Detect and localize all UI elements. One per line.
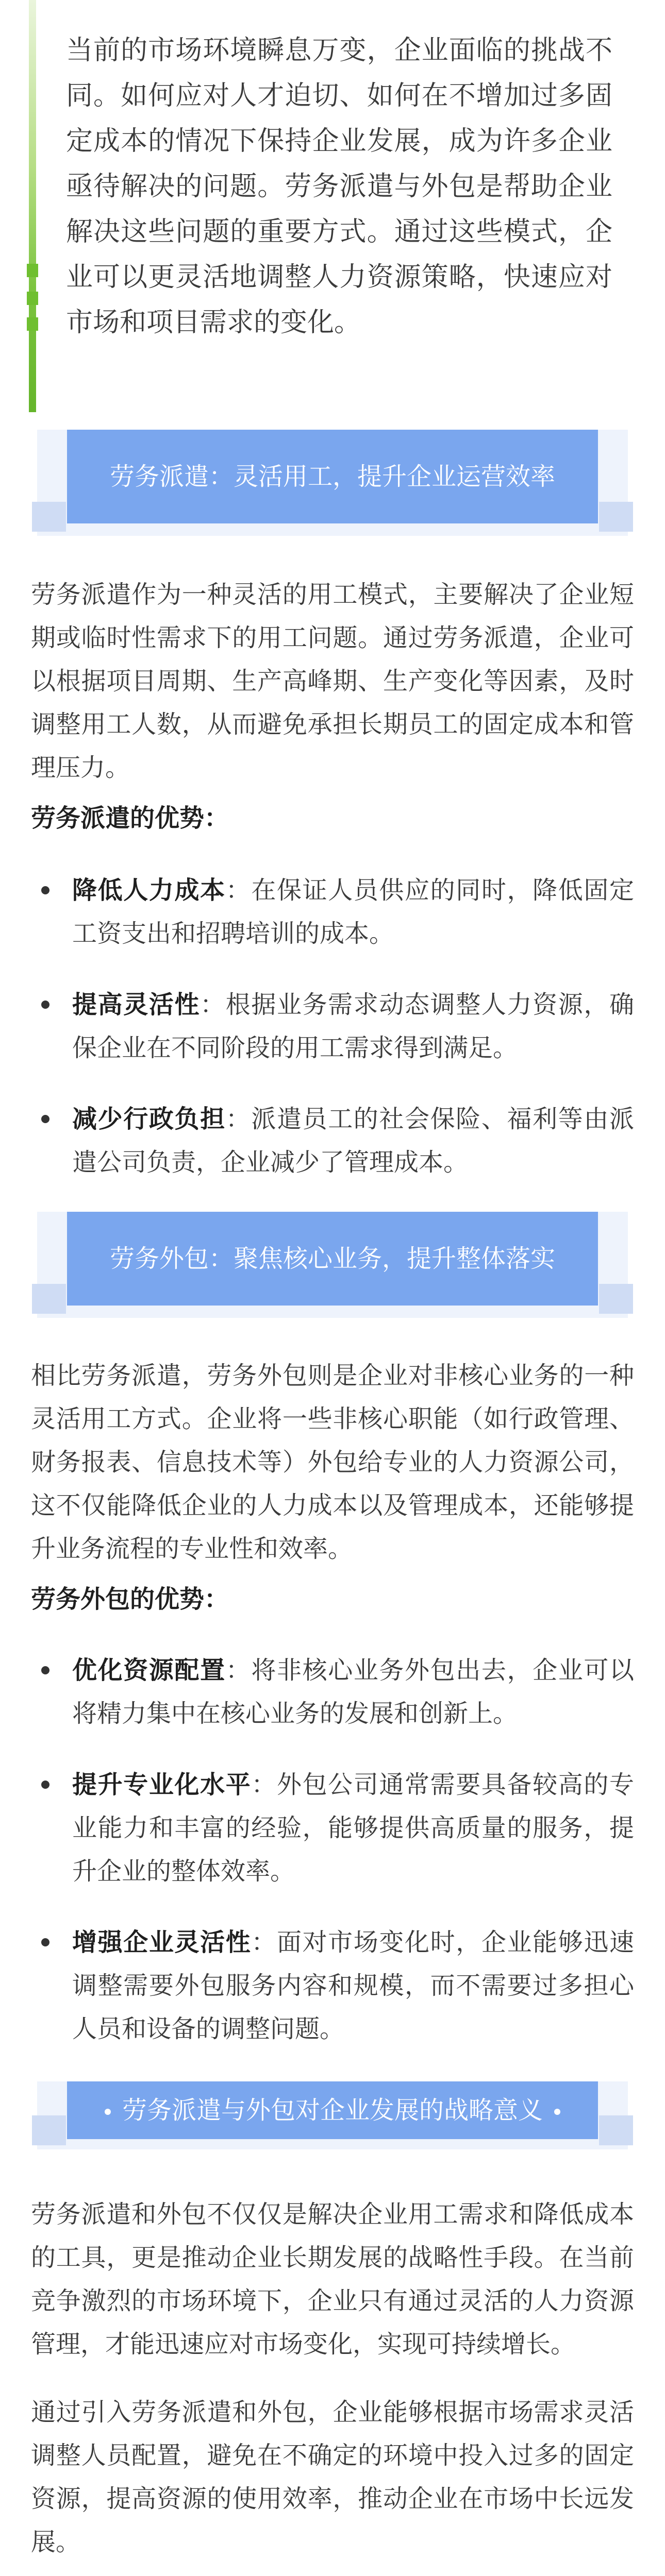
banner-corner-left xyxy=(32,2115,66,2145)
list-item-desc: ：在保证人员供应的同时，降低固定工资支出和招聘培训的成本。 xyxy=(72,876,634,948)
list-item-term: 提高灵活性 xyxy=(72,990,201,1019)
list-item-term: 降低人力成本 xyxy=(72,876,226,905)
list-item-term: 提升专业化水平 xyxy=(72,1770,252,1799)
list-item xyxy=(72,869,634,955)
section-paragraph: 劳务派遣和外包不仅仅是解决企业用工需求和降低成本的工具，更是推动企业长期发展的战略性手段。在当前竞争激烈的市场环境下，企业只有通过灵活的人力资源管理，才能迅速应对市场变化，实现可持续增长。 xyxy=(31,2200,634,2359)
accent-bar-mark xyxy=(27,317,38,331)
section-title xyxy=(93,2090,572,2130)
intro-quote xyxy=(29,0,636,412)
section-title: 劳务外包：聚焦核心业务，提升整体落实 xyxy=(109,1244,555,1273)
list-item-desc: ：面对市场变化时，企业能够迅速调整需要外包服务内容和规模，而不需要过多担心人员和设备的调整问题。 xyxy=(72,1928,634,2043)
list-item xyxy=(72,1097,634,1184)
accent-bar-mark xyxy=(27,264,38,277)
list-item xyxy=(72,983,634,1070)
section-banner-outsourcing xyxy=(37,1212,628,1318)
section-subheading: 劳务外包的优势： xyxy=(31,1585,229,1614)
bullet-dot xyxy=(41,1938,49,1946)
intro-accent-bar xyxy=(29,0,36,412)
banner-corner-right xyxy=(599,502,633,532)
section-paragraph: 相比劳务派遣，劳务外包则是企业对非核心业务的一种灵活用工方式。企业将一些非核心职能（如行政管理、财务报表、信息技术等）外包给专业的人力资源公司，这不仅能降低企业的人力成本以及管理成本，还能够提升业务流程的专业性和效率。 xyxy=(31,1361,634,1563)
list-item xyxy=(72,1921,634,2050)
bullet-dot xyxy=(41,1001,49,1009)
list-item-desc: ：外包公司通常需要具备较高的专业能力和丰富的经验，能够提供高质量的服务，提升企业的整体效率。 xyxy=(72,1770,634,1886)
bullet-dot xyxy=(41,1781,49,1789)
banner-dot xyxy=(105,2109,111,2115)
accent-bar-mark xyxy=(27,292,38,305)
banner-dot xyxy=(554,2109,560,2115)
list-item-term: 增强企业灵活性 xyxy=(72,1928,252,1957)
section-subheading: 劳务派遣的优势： xyxy=(31,804,229,833)
banner-box xyxy=(67,1212,598,1306)
bullet-dot xyxy=(41,886,49,894)
banner-corner-left xyxy=(32,1284,66,1314)
banner-corner-left xyxy=(32,502,66,532)
banner-corner-right xyxy=(599,2115,633,2145)
intro-text: 当前的市场环境瞬息万变，企业面临的挑战不同。如何应对人才迫切、如何在不增加过多固定成本的情况下保持企业发展，成为许多企业亟待解决的问题。劳务派遣与外包是帮助企业解决这些问题的重要方式。通过这些模式，企业可以更灵活地调整人力资源策略，快速应对市场和项目需求的变化。 xyxy=(66,35,612,338)
section-banner-dispatch xyxy=(37,430,628,536)
bullet-dot xyxy=(41,1666,49,1674)
banner-corner-right xyxy=(599,1284,633,1314)
banner-box xyxy=(67,430,598,523)
list-item-desc: ：根据业务需求动态调整人力资源，确保企业在不同阶段的用工需求得到满足。 xyxy=(72,990,634,1062)
section-banner-strategy xyxy=(37,2081,628,2149)
section-paragraph: 通过引入劳务派遣和外包，企业能够根据市场需求灵活调整人员配置，避免在不确定的环境中投入过多的固定资源，提高资源的使用效率，推动企业在市场中长远发展。 xyxy=(31,2398,634,2556)
list-item xyxy=(72,1763,634,1893)
list-item-desc: ：将非核心业务外包出去，企业可以将精力集中在核心业务的发展和创新上。 xyxy=(72,1656,634,1728)
list-item xyxy=(72,1649,634,1735)
banner-box xyxy=(67,2081,598,2139)
section-title-text: 劳务派遣与外包对企业发展的战略意义 xyxy=(122,2096,543,2125)
bullet-dot xyxy=(41,1115,49,1123)
list-item-term: 减少行政负担 xyxy=(72,1105,226,1133)
section-paragraph: 劳务派遣作为一种灵活的用工模式，主要解决了企业短期或临时性需求下的用工问题。通过劳务派遣，企业可以根据项目周期、生产高峰期、生产变化等因素，及时调整用工人数，从而避免承担长期员工的固定成本和管理压力。 xyxy=(31,580,634,782)
section-title: 劳务派遣：灵活用工，提升企业运营效率 xyxy=(109,462,555,491)
list-item-term: 优化资源配置 xyxy=(72,1656,226,1685)
list-item-desc: ：派遣员工的社会保险、福利等由派遣公司负责，企业减少了管理成本。 xyxy=(72,1105,634,1177)
